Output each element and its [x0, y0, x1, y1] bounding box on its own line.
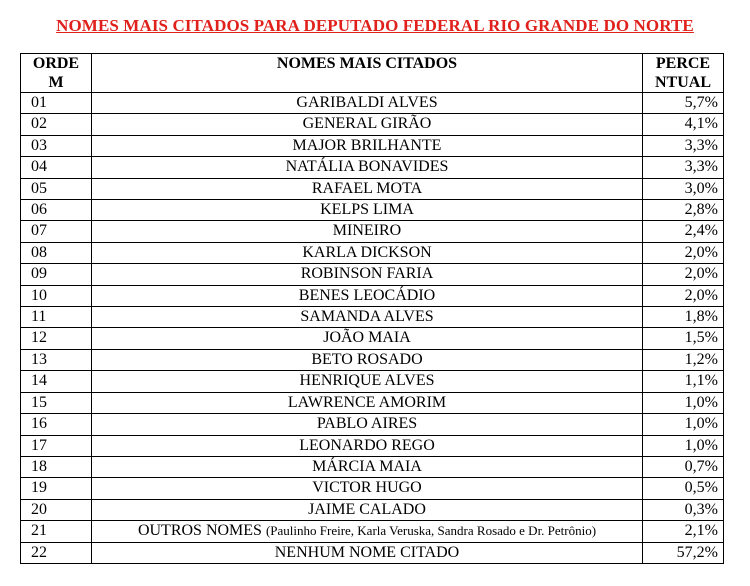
cell-nome	[92, 478, 643, 499]
header-perc-line1: PERCE	[655, 55, 711, 72]
cell-nome-text: ROBINSON FARIA	[300, 265, 434, 283]
table-body	[21, 93, 724, 564]
cell-nome	[92, 200, 643, 221]
cell-nome	[92, 221, 643, 242]
table-row	[21, 307, 724, 328]
header-row	[21, 54, 724, 93]
cell-nome	[92, 542, 643, 563]
cell-percentual: 2,0%	[643, 285, 724, 306]
cell-nome	[92, 307, 643, 328]
cell-nome-text: HENRIQUE ALVES	[299, 372, 435, 390]
cell-nome-detail: (Paulinho Freire, Karla Veruska, Sandra Rosado e Dr. Petrônio)	[265, 523, 597, 539]
cell-nome	[92, 328, 643, 349]
cell-ordem: 09	[21, 264, 92, 285]
cell-percentual: 1,5%	[643, 328, 724, 349]
cell-percentual: 5,7%	[643, 93, 724, 114]
cell-ordem: 17	[21, 435, 92, 456]
table-row	[21, 414, 724, 435]
table-row	[21, 328, 724, 349]
cell-nome-text: GARIBALDI ALVES	[296, 94, 438, 111]
cell-ordem: 11	[21, 307, 92, 328]
document-title: NOMES MAIS CITADOS PARA DEPUTADO FEDERAL RIO GRANDE DO NORTE	[56, 16, 694, 35]
header-ordem	[21, 54, 92, 93]
cell-ordem: 07	[21, 221, 92, 242]
cell-nome	[92, 264, 643, 285]
cell-ordem: 21	[21, 521, 92, 542]
cell-nome-text: RAFAEL MOTA	[311, 179, 423, 197]
cell-nome-text: NATÁLIA BONAVIDES	[285, 158, 449, 176]
table-row	[21, 93, 724, 114]
cell-nome	[92, 349, 643, 370]
cell-nome-text: MÁRCIA MAIA	[312, 457, 422, 475]
cell-percentual: 4,1%	[643, 114, 724, 135]
cell-percentual: 2,1%	[643, 521, 724, 542]
cell-percentual: 2,0%	[643, 242, 724, 263]
cell-nome	[92, 521, 643, 542]
cell-nome	[92, 456, 643, 477]
cell-nome-text: LAWRENCE AMORIM	[287, 393, 447, 411]
table-row	[21, 178, 724, 199]
cell-percentual: 0,3%	[643, 499, 724, 520]
cell-nome-text: NENHUM NOME CITADO	[274, 543, 460, 561]
header-percentual	[643, 54, 724, 93]
cell-percentual: 1,2%	[643, 349, 724, 370]
cell-ordem: 01	[21, 93, 92, 114]
cell-ordem: 18	[21, 456, 92, 477]
cell-nome-text: KARLA DICKSON	[302, 243, 432, 261]
table-row	[21, 200, 724, 221]
table-row	[21, 264, 724, 285]
cell-percentual: 2,8%	[643, 200, 724, 221]
cell-nome	[92, 114, 643, 135]
cell-percentual: 3,3%	[643, 135, 724, 156]
cell-nome	[92, 178, 643, 199]
cell-ordem: 20	[21, 499, 92, 520]
cell-percentual: 57,2%	[643, 542, 724, 563]
cell-nome-text: BENES LEOCÁDIO	[298, 286, 436, 304]
cell-ordem: 02	[21, 114, 92, 135]
cell-ordem: 05	[21, 178, 92, 199]
cell-nome-text: LEONARDO REGO	[299, 436, 435, 454]
cell-percentual: 1,1%	[643, 371, 724, 392]
cell-ordem: 06	[21, 200, 92, 221]
cell-nome	[92, 414, 643, 435]
table-row	[21, 542, 724, 563]
cell-nome-text: MAJOR BRILHANTE	[292, 136, 442, 154]
table-row	[21, 521, 724, 542]
table-row	[21, 135, 724, 156]
results-table	[20, 53, 724, 564]
cell-nome	[92, 392, 643, 413]
cell-nome	[92, 435, 643, 456]
cell-nome-text: PABLO AIRES	[316, 415, 418, 433]
cell-percentual: 0,5%	[643, 478, 724, 499]
table-row	[21, 456, 724, 477]
cell-ordem: 03	[21, 135, 92, 156]
cell-nome	[92, 93, 643, 114]
cell-nome-text: MINEIRO	[332, 222, 402, 240]
cell-percentual: 0,7%	[643, 456, 724, 477]
header-ordem-line1: ORDE	[32, 55, 80, 72]
header-nomes: NOMES MAIS CITADOS	[92, 54, 643, 93]
cell-ordem: 22	[21, 542, 92, 563]
cell-nome	[92, 242, 643, 263]
cell-nome	[92, 135, 643, 156]
cell-ordem: 04	[21, 157, 92, 178]
table-row	[21, 499, 724, 520]
cell-nome-text: BETO ROSADO	[311, 350, 423, 368]
cell-percentual: 2,4%	[643, 221, 724, 242]
cell-percentual: 1,8%	[643, 307, 724, 328]
table-row	[21, 221, 724, 242]
cell-nome-text: KELPS LIMA	[320, 201, 414, 219]
cell-percentual: 1,0%	[643, 414, 724, 435]
cell-ordem: 12	[21, 328, 92, 349]
cell-percentual: 1,0%	[643, 435, 724, 456]
cell-nome-text: JAIME CALADO	[308, 500, 426, 518]
header-perc-line2: NTUAL	[654, 74, 711, 91]
header-ordem-line2: M	[48, 74, 64, 91]
cell-ordem: 10	[21, 285, 92, 306]
cell-ordem: 15	[21, 392, 92, 413]
cell-nome	[92, 499, 643, 520]
cell-percentual: 1,0%	[643, 392, 724, 413]
cell-ordem: 08	[21, 242, 92, 263]
table-row	[21, 285, 724, 306]
cell-nome	[92, 285, 643, 306]
cell-percentual: 2,0%	[643, 264, 724, 285]
cell-percentual: 3,3%	[643, 157, 724, 178]
table-row	[21, 478, 724, 499]
cell-nome-text: GENERAL GIRÃO	[302, 115, 432, 133]
cell-ordem: 16	[21, 414, 92, 435]
table-row	[21, 157, 724, 178]
cell-ordem: 19	[21, 478, 92, 499]
cell-nome-text: OUTROS NOMES	[137, 522, 262, 540]
table-row	[21, 349, 724, 370]
table-row	[21, 114, 724, 135]
cell-nome-text: SAMANDA ALVES	[300, 308, 434, 326]
cell-nome	[92, 371, 643, 392]
cell-percentual: 3,0%	[643, 178, 724, 199]
table-row	[21, 242, 724, 263]
cell-ordem: 13	[21, 349, 92, 370]
table-row	[21, 371, 724, 392]
table-row	[21, 435, 724, 456]
cell-nome	[92, 157, 643, 178]
cell-nome-text: JOÃO MAIA	[323, 329, 411, 347]
cell-ordem: 14	[21, 371, 92, 392]
cell-nome-text: VICTOR HUGO	[312, 479, 422, 497]
table-row	[21, 392, 724, 413]
